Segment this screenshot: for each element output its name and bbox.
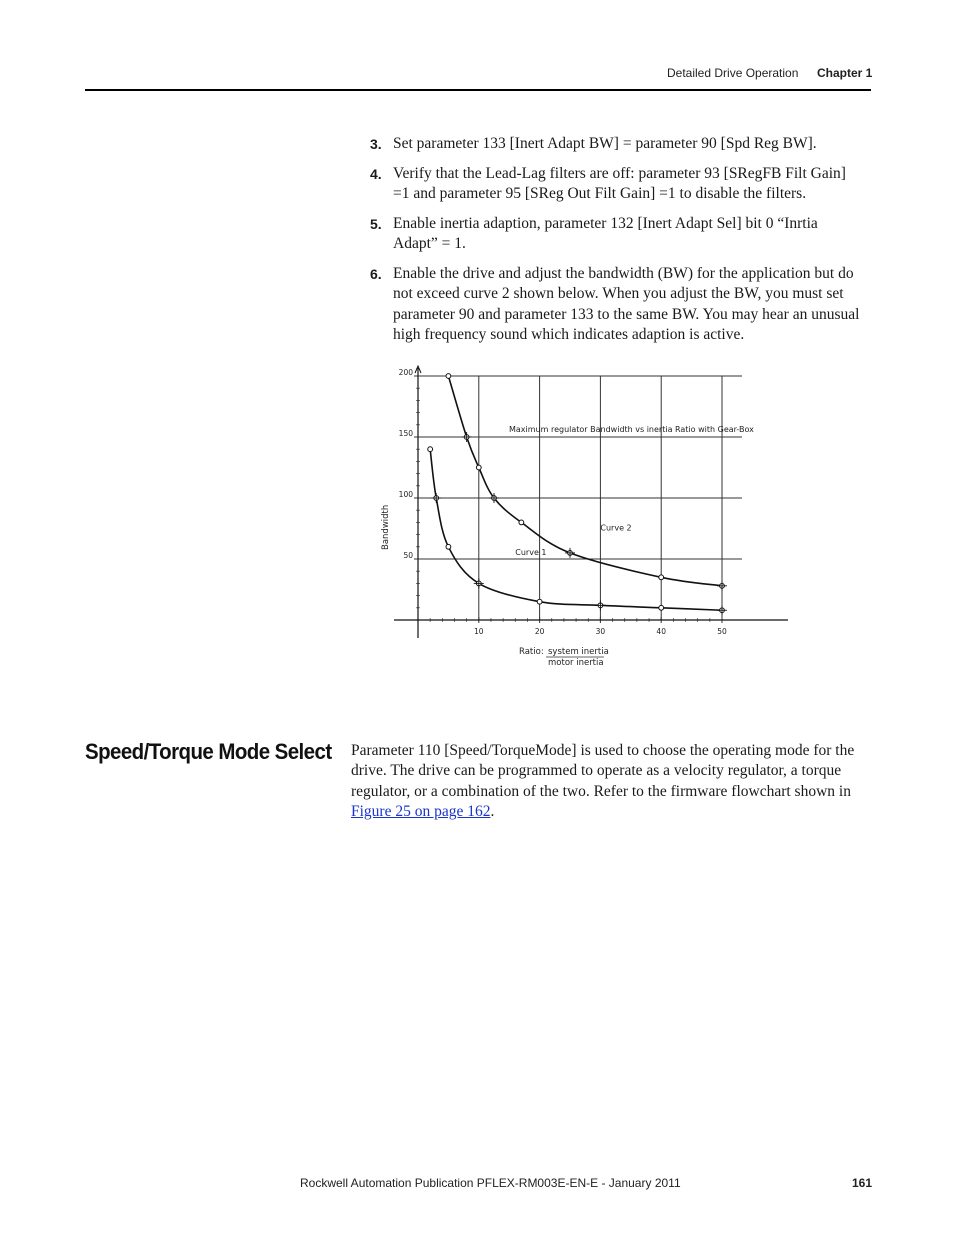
chart-title: Maximum regulator Bandwidth vs inertia Ratio with Gear-Box: [509, 425, 754, 434]
step-number: 4.: [370, 165, 382, 182]
data-point: [446, 374, 451, 379]
x-tick-label: 20: [534, 627, 545, 636]
x-tick-label: 40: [656, 627, 666, 636]
section-heading: Speed/Torque Mode Select: [85, 739, 332, 764]
y-tick-label: 50: [403, 551, 413, 560]
footer-page-number: 161: [852, 1176, 873, 1190]
figure-25-link[interactable]: Figure 25 on page 162: [351, 802, 491, 820]
bandwidth-chart-figure: [368, 362, 792, 674]
header-rule: [85, 89, 871, 91]
series-label: Curve 2: [600, 523, 632, 533]
footer-publication: Rockwell Automation Publication PFLEX-RM003E-EN-E - January 2011: [300, 1176, 681, 1190]
chart-xlabel: Ratio:: [519, 647, 544, 657]
chart-ylabel: Bandwidth: [381, 504, 391, 550]
step-item: [370, 134, 860, 154]
step-text: Verify that the Lead-Lag filters are off: parameter 93 [SRegFB Filt Gain] =1 and parameter 95 [SReg Out Filt Gain] =1 to disable the filters.: [393, 164, 846, 203]
step-item: [370, 164, 860, 205]
bandwidth-chart: [368, 362, 792, 674]
step-text: Enable the drive and adjust the bandwidth (BW) for the application but do not exceed curve 2 shown below. When you adjust the BW, you must set parameter 90 and parameter 133 to the same BW. You may hear an unusual high frequency sound which indicates adaption is active.: [393, 264, 860, 343]
series-label: Curve 1: [515, 548, 547, 557]
section-paragraph: [351, 741, 861, 822]
procedure-steps: [370, 134, 860, 355]
data-point: [659, 575, 664, 580]
chart-xlabel-numerator: system inertia: [548, 647, 609, 657]
header-chapter-label: Chapter 1: [817, 66, 873, 80]
data-point: [446, 544, 451, 549]
data-point: [659, 605, 664, 610]
data-point: [476, 465, 481, 470]
x-tick-label: 50: [717, 627, 727, 636]
y-tick-label: 200: [398, 368, 413, 377]
paragraph-text-end: .: [490, 802, 495, 820]
data-point: [519, 520, 524, 525]
step-text: Set parameter 133 [Inert Adapt BW] = parameter 90 [Spd Reg BW].: [393, 135, 817, 152]
x-tick-label: 10: [474, 627, 484, 636]
step-item: [370, 214, 860, 255]
step-number: 6.: [370, 265, 382, 282]
data-point: [537, 599, 542, 604]
chart-xlabel-denominator: motor inertia: [548, 658, 604, 668]
y-tick-label: 150: [398, 429, 413, 438]
data-point: [428, 447, 433, 452]
paragraph-text: Parameter 110 [Speed/TorqueMode] is used to choose the operating mode for the drive. The drive can be programmed to operate as a velocity regulator, a torque regulator, or a combination of the two. Refer to the firmware flowchart shown in: [351, 742, 855, 800]
header-section-title: Detailed Drive Operation: [667, 66, 799, 80]
step-number: 5.: [370, 215, 382, 232]
y-tick-label: 100: [398, 490, 413, 499]
step-number: 3.: [370, 136, 382, 152]
step-item: [370, 264, 860, 345]
x-tick-label: 30: [595, 627, 606, 636]
step-text: Enable inertia adaption, parameter 132 [Inert Adapt Sel] bit 0 “Inrtia Adapt” = 1.: [393, 214, 818, 253]
